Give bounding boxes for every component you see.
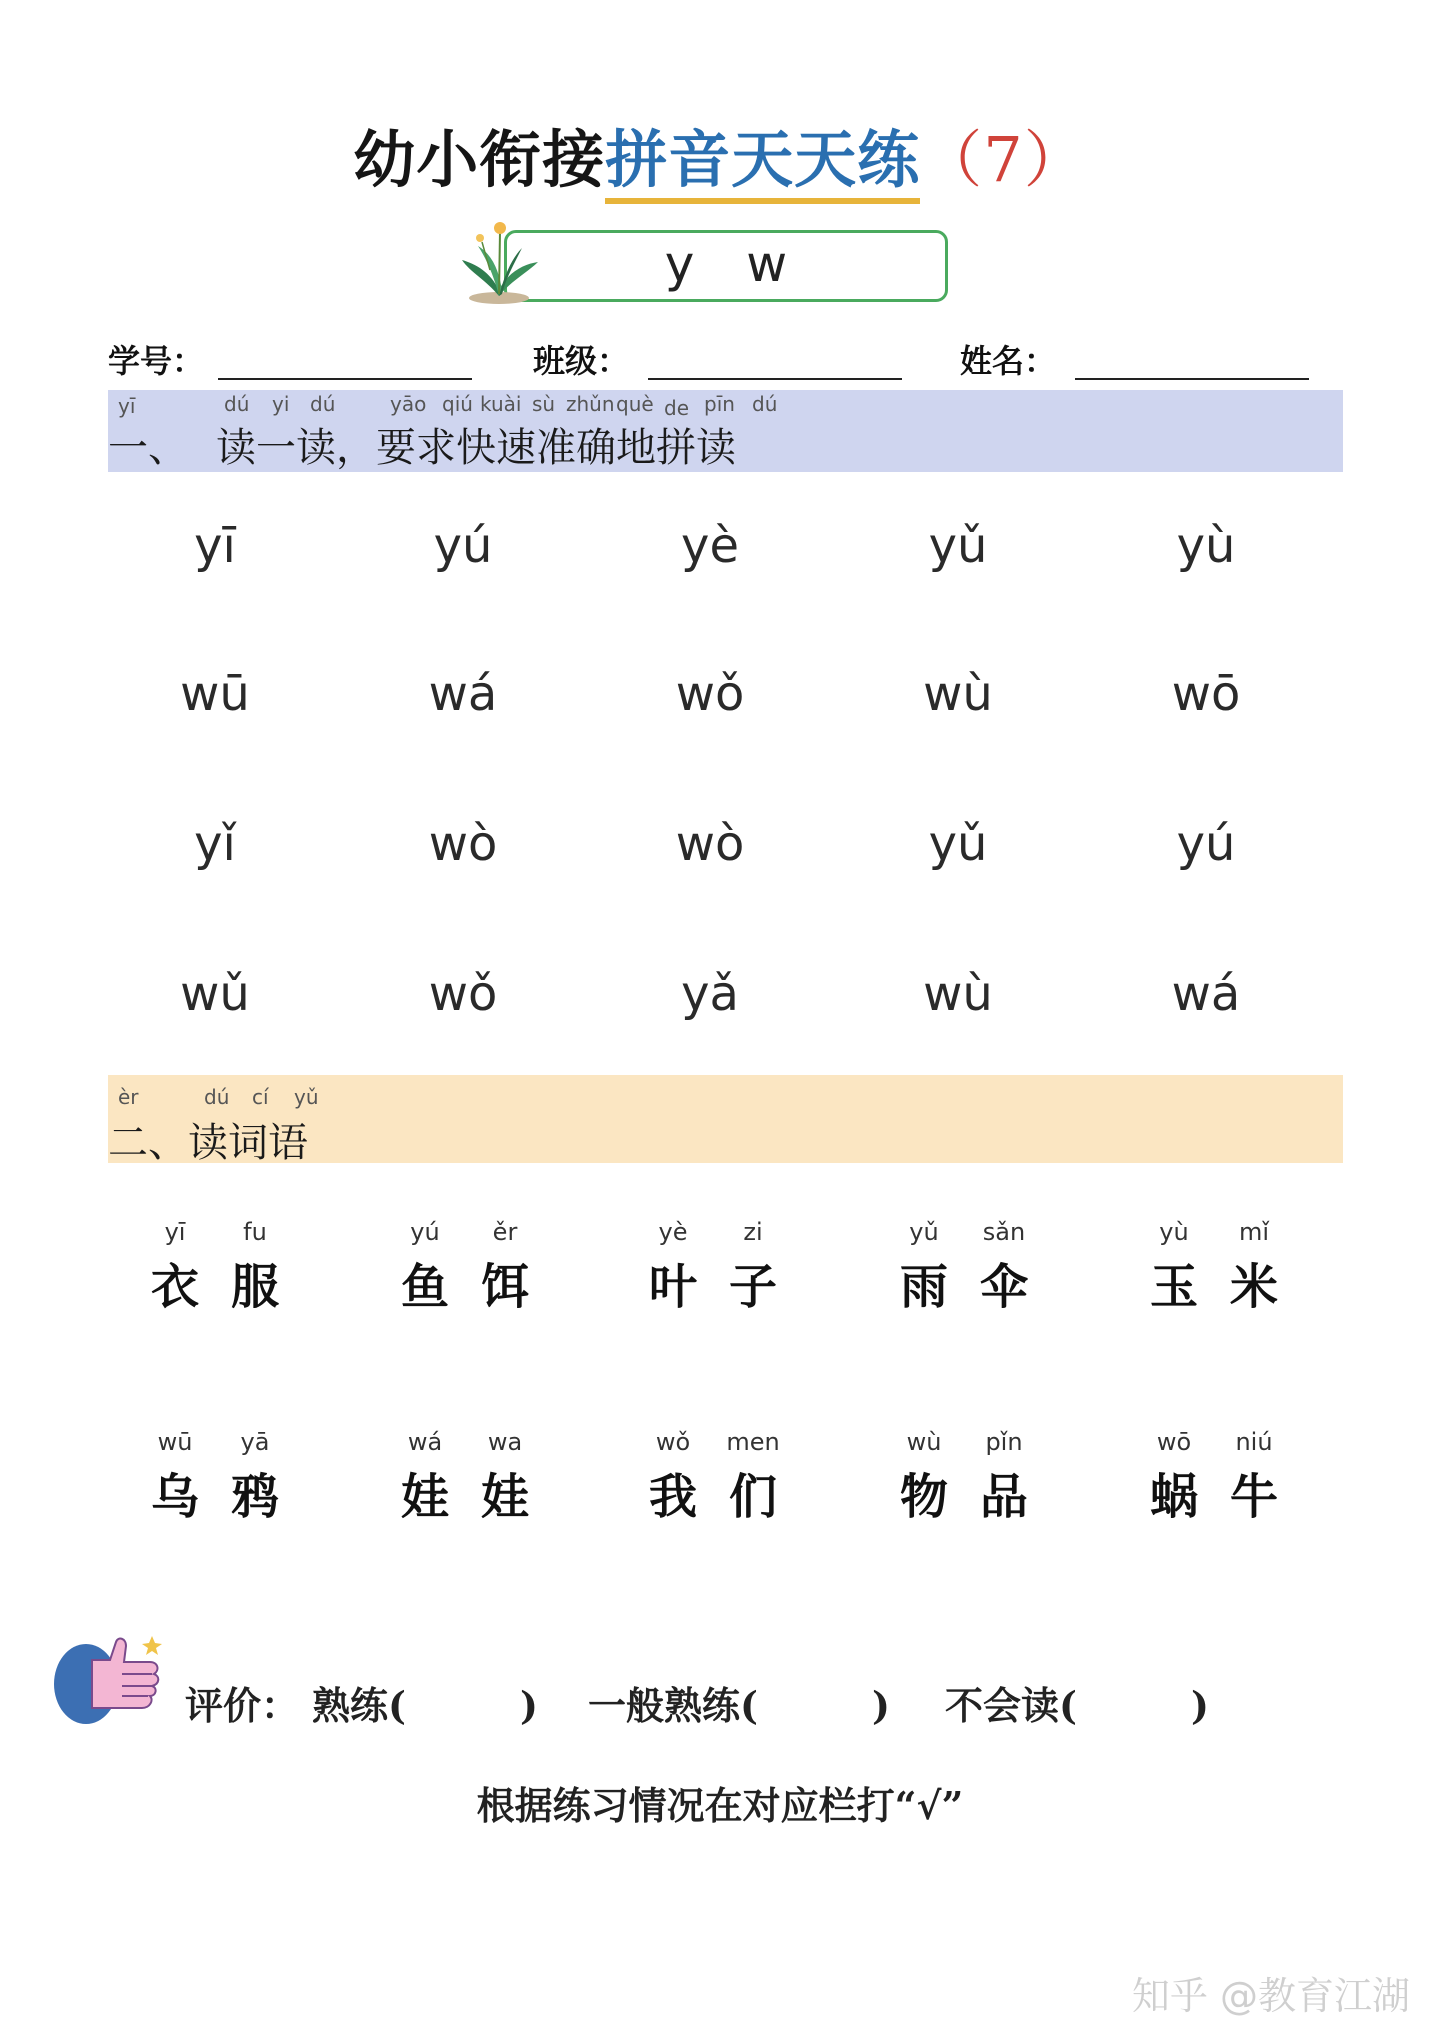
- section-2-banner: [108, 1075, 1343, 1166]
- section-2-heading: 二、读词语: [108, 1120, 308, 1166]
- word-character: 我: [648, 1469, 697, 1525]
- pinyin-annotation: dú: [310, 392, 336, 416]
- pinyin-annotation: de: [664, 396, 689, 420]
- syllable: wǔ: [180, 966, 250, 1022]
- pinyin-annotation: cí: [252, 1085, 269, 1109]
- syllable: wǒ: [675, 666, 745, 722]
- page-title: [0, 110, 1440, 199]
- thumbs-up-icon: [52, 1630, 162, 1730]
- section-1-number: 一、: [108, 425, 188, 471]
- word-pinyin: mǐ: [1238, 1218, 1270, 1246]
- word-pinyin: wǒ: [655, 1428, 691, 1456]
- word-character: 鸦: [230, 1469, 279, 1525]
- word-character: 物: [899, 1469, 948, 1525]
- student-number-field[interactable]: [218, 378, 472, 380]
- eval-option-fluent[interactable]: 熟练( ): [312, 1683, 538, 1728]
- pinyin-annotation: què: [616, 392, 654, 416]
- topic-box: y w: [504, 230, 948, 302]
- word-pinyin: men: [726, 1428, 780, 1456]
- word-pinyin: yā: [240, 1428, 270, 1456]
- pinyin-annotation: dú: [752, 392, 778, 416]
- syllable: wǒ: [428, 966, 498, 1022]
- word-character: 娃: [480, 1469, 529, 1525]
- word-character: 品: [979, 1469, 1028, 1525]
- word-pinyin: wō: [1156, 1428, 1192, 1456]
- section-1-heading: 读一读，要求快速准确地拼读: [216, 425, 736, 471]
- pinyin-annotation: yǔ: [294, 1085, 319, 1109]
- word-pinyin: yǔ: [909, 1218, 939, 1246]
- word-character: 娃: [400, 1469, 449, 1525]
- word-character: 们: [728, 1469, 777, 1525]
- word-character: 伞: [979, 1259, 1028, 1315]
- word-character: 叶: [648, 1259, 697, 1315]
- eval-option-cannot[interactable]: 不会读( ): [945, 1683, 1209, 1728]
- syllable: wù: [923, 966, 993, 1022]
- pinyin-annotation: yāo: [390, 392, 427, 416]
- word-character: 牛: [1229, 1469, 1278, 1525]
- pinyin-annotation: kuài: [480, 392, 522, 416]
- title-part-2: 拼音天天练: [605, 123, 920, 204]
- word-pinyin: niú: [1235, 1428, 1273, 1456]
- syllable: yú: [1176, 816, 1236, 872]
- word-pinyin: wá: [407, 1428, 443, 1456]
- word-character: 蜗: [1149, 1469, 1198, 1525]
- syllable: wá: [1171, 966, 1241, 1022]
- word-pinyin: yī: [164, 1218, 186, 1246]
- word-pinyin: yè: [658, 1218, 688, 1246]
- instruction-note: 根据练习情况在对应栏打“√”: [476, 1783, 964, 1828]
- plant-icon: [456, 210, 542, 306]
- word-pinyin: zi: [743, 1218, 763, 1246]
- syllable: wò: [428, 816, 498, 872]
- syllable: yǔ: [928, 518, 988, 574]
- word-pinyin: ěr: [492, 1218, 518, 1246]
- pinyin-annotation: dú: [224, 392, 250, 416]
- syllable: yú: [433, 518, 493, 574]
- word-pinyin: yú: [410, 1218, 440, 1246]
- word-pinyin: wa: [487, 1428, 523, 1456]
- word-character: 饵: [480, 1259, 529, 1315]
- pinyin-annotation: pīn: [704, 392, 735, 416]
- syllable: yǎ: [681, 966, 739, 1022]
- class-label: 班级：: [533, 342, 630, 380]
- title-part-3: （7）: [920, 123, 1087, 196]
- word-character: 米: [1229, 1259, 1278, 1315]
- word-pinyin: wù: [906, 1428, 942, 1456]
- pinyin-annotation: sù: [532, 392, 556, 416]
- eval-option-average[interactable]: 一般熟练( ): [588, 1683, 890, 1728]
- syllable: yī: [194, 518, 236, 574]
- word-character: 雨: [899, 1259, 948, 1315]
- syllable: wò: [675, 816, 745, 872]
- word-character: 鱼: [400, 1259, 449, 1315]
- pinyin-annotation: dú: [204, 1085, 230, 1109]
- syllable: yǐ: [194, 816, 236, 872]
- syllable: yǔ: [928, 816, 988, 872]
- pinyin-annotation: yī: [118, 394, 136, 418]
- word-pinyin: wū: [157, 1428, 193, 1456]
- name-label: 姓名：: [960, 342, 1057, 380]
- watermark: 知乎 @教育江湖: [1131, 1974, 1410, 2018]
- word-character: 衣: [150, 1259, 199, 1315]
- class-field[interactable]: [648, 378, 902, 380]
- student-number-label: 学号：: [108, 342, 205, 380]
- syllable: yè: [681, 518, 739, 574]
- syllable: wá: [428, 666, 498, 722]
- word-character: 子: [728, 1259, 777, 1315]
- word-pinyin: fu: [243, 1218, 267, 1246]
- pinyin-annotation: zhǔn: [566, 392, 615, 416]
- word-character: 玉: [1149, 1259, 1198, 1315]
- title-part-1: 幼小衔接: [353, 123, 606, 196]
- name-field[interactable]: [1075, 378, 1309, 380]
- syllable: wū: [180, 666, 250, 722]
- syllable: wù: [923, 666, 993, 722]
- pinyin-annotation: yi: [272, 392, 290, 416]
- pinyin-annotation: qiú: [442, 392, 473, 416]
- section-1-banner: [108, 390, 1343, 472]
- word-pinyin: sǎn: [982, 1218, 1026, 1246]
- evaluation-label: 评价：: [185, 1683, 300, 1728]
- syllable: wō: [1171, 666, 1241, 722]
- pinyin-annotation: èr: [118, 1085, 139, 1109]
- word-character: 乌: [150, 1469, 199, 1525]
- word-pinyin: pǐn: [985, 1428, 1023, 1456]
- word-pinyin: yù: [1159, 1218, 1189, 1246]
- syllable: yù: [1176, 518, 1236, 574]
- word-character: 服: [230, 1259, 279, 1315]
